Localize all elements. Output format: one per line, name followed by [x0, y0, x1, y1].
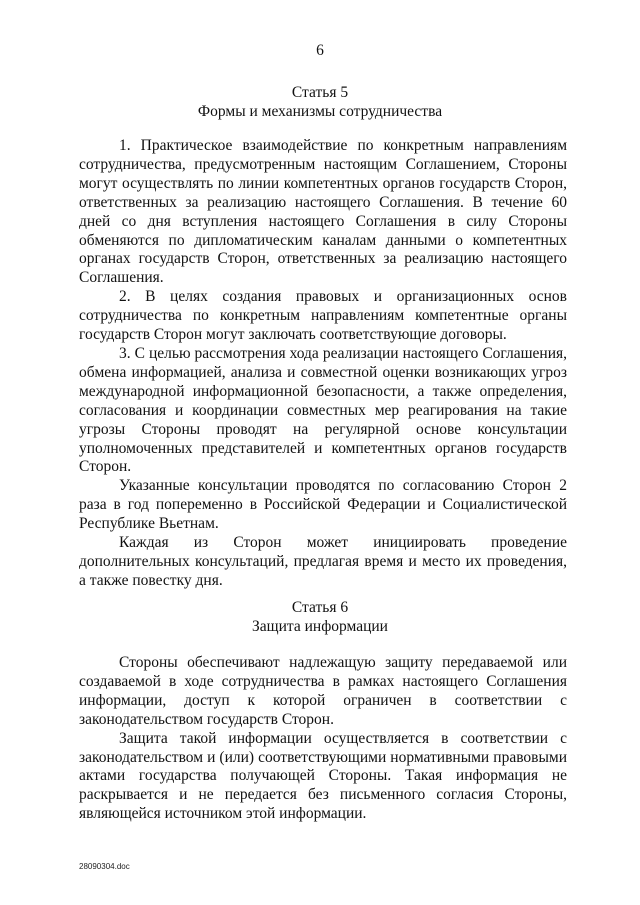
paragraph: Указанные консультации проводятся по согласованию Сторон 2 раза в год попеременно в Российской Федерации и Социалистической Республике Вьетнам. [79, 477, 567, 533]
paragraph: Стороны обеспечивают надлежащую защиту передаваемой или создаваемой в ходе сотрудничества в рамках настоящего Соглашения информации, доступ к которой ограничен в соответствии с законодательством государств Сторон. [79, 654, 567, 728]
article-5-subtitle: Формы и механизмы сотрудничества [197, 103, 443, 120]
paragraph: Защита такой информации осуществляется в соответствии с законодательством и (или) соответствующими нормативными правовыми актами государства получающей Стороны. Такая информация не раскрывается и не передается без письменного согласия Стороны, являющейся источником этой информации. [79, 729, 567, 823]
article-5-body [79, 137, 567, 591]
article-5-title: Статья 5 [291, 84, 349, 101]
article-6-title: Статья 6 [291, 599, 349, 616]
paragraph: 1. Практическое взаимодействие по конкретным направлениям сотрудничества, предусмотренным настоящим Соглашением, Стороны могут осуществлять по линии компетентных органов государств Сторон, ответственных за реализацию настоящего Соглашения. В течение 60 дней со дня вступления настоящего Соглашения в силу Стороны обменяются по дипломатическим каналам данными о компетентных органах государств Сторон, ответственных за реализацию настоящего Соглашения. [79, 137, 567, 287]
article-5-heading [0, 83, 640, 121]
document-filename: 28090304.doc [79, 862, 130, 871]
paragraph: 3. С целью рассмотрения хода реализации настоящего Соглашения, обмена информацией, анализа и совместной оценки возникающих угроз международной информационной безопасности, а также определения, согласования и координации совместных мер реагирования на такие угрозы Стороны проводят на регулярной основе консультации уполномоченных представителей и компетентных органов государств Сторон. [79, 344, 567, 476]
article-6-subtitle: Защита информации [252, 618, 388, 635]
paragraph: 2. В целях создания правовых и организационных основ сотрудничества по конкретным направлениям компетентные органы государств Сторон могут заключать соответствующие договоры. [79, 288, 567, 344]
article-6-body [79, 654, 567, 824]
paragraph: Каждая из Сторон может инициировать проведение дополнительных консультаций, предлагая время и место их проведения, а также повестку дня. [79, 534, 567, 589]
article-6-heading [0, 598, 640, 636]
page-number: 6 [316, 42, 324, 59]
